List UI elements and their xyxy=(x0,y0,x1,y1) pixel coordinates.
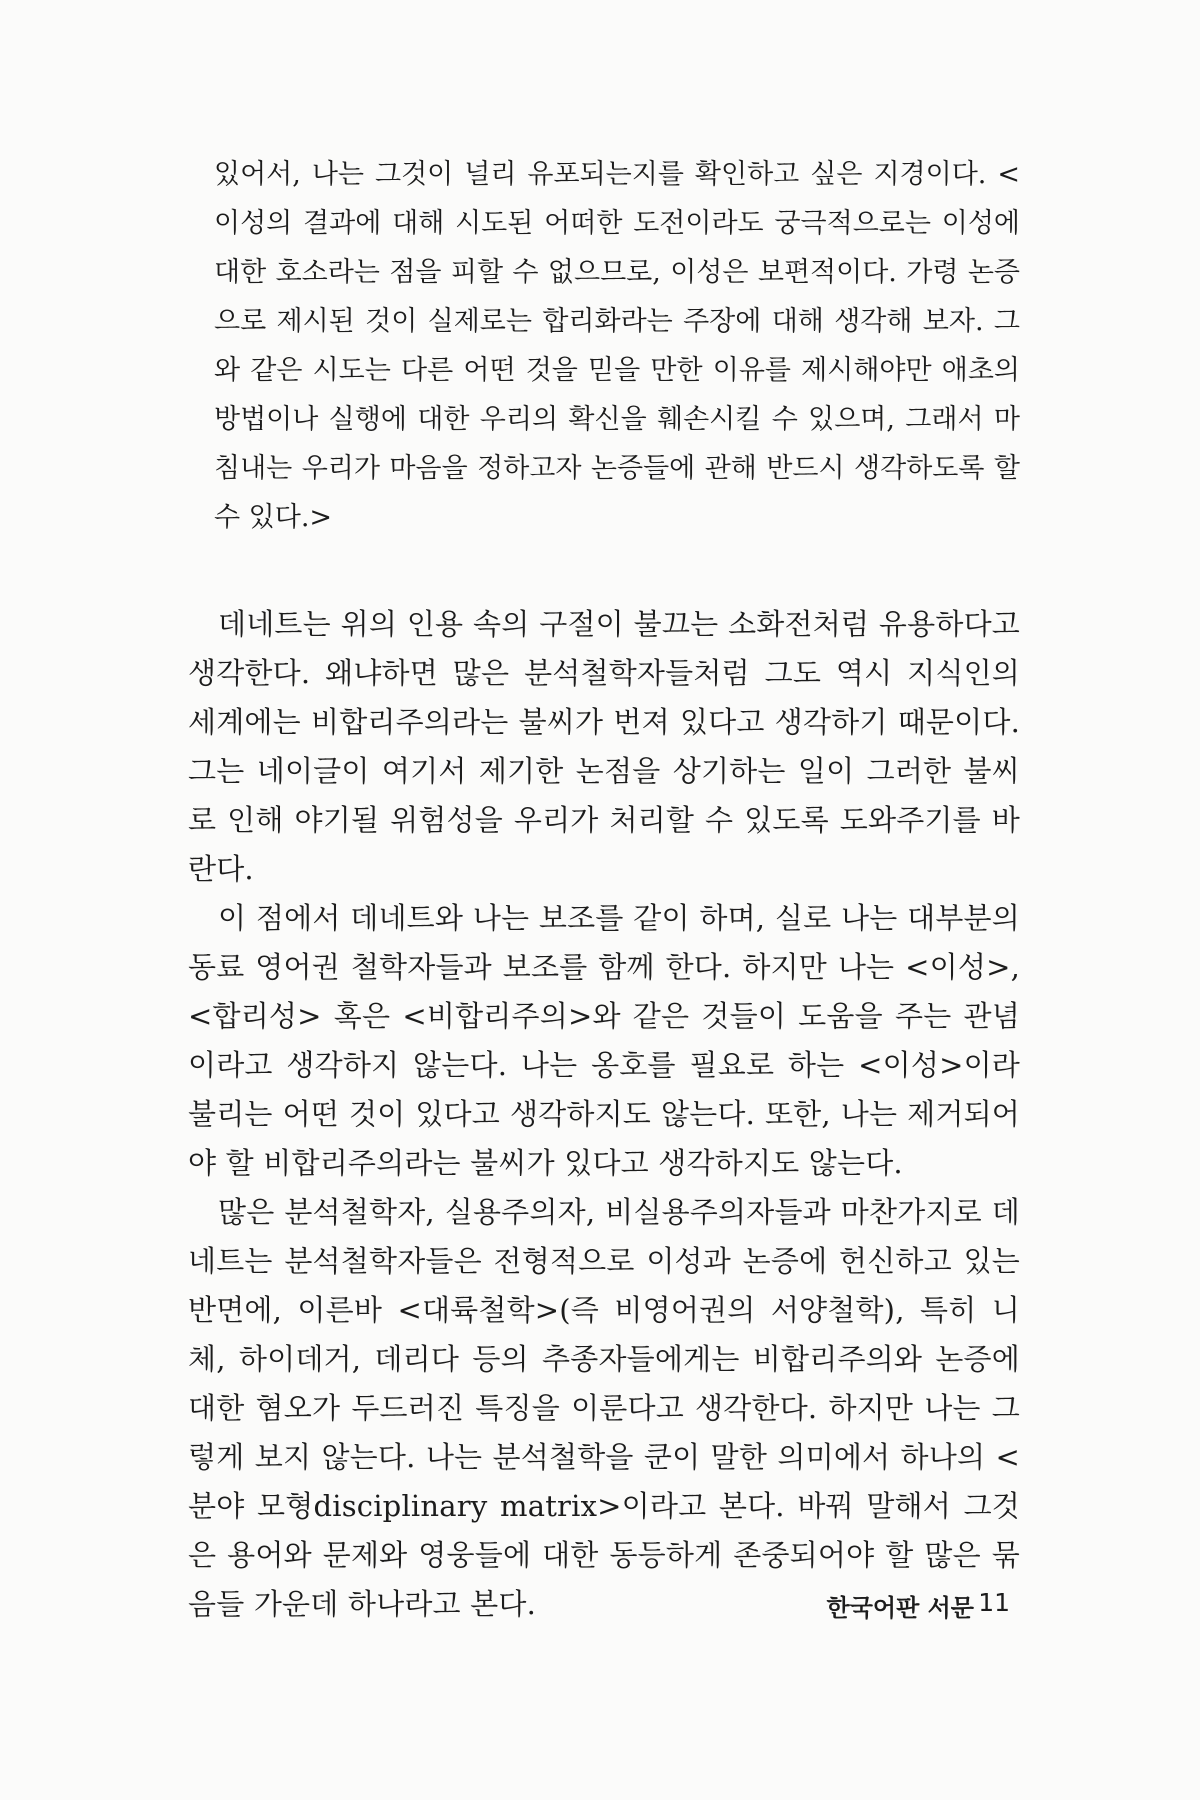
paragraph-1: 데네트는 위의 인용 속의 구절이 불끄는 소화전처럼 유용하다고 생각한다. 왜냐하면 많은 분석철학자들처럼 그도 역시 지식인의 세계에는 비합리주의라는 불씨가 번져 있다고 생각하기 때문이다. 그는 네이글이 여기서 제기한 논점을 상기하는 일이 그러한 불씨로 인해 야기될 위험성을 우리가 처리할 수 있도록 도와주기를 바란다. xyxy=(188,607,1020,886)
page-content xyxy=(188,150,1020,1629)
running-head: 한국어판 서문 xyxy=(826,1594,974,1622)
page-footer xyxy=(0,1588,1200,1628)
paragraph-2: 이 점에서 데네트와 나는 보조를 같이 하며, 실로 나는 대부분의 동료 영어권 철학자들과 보조를 함께 한다. 하지만 나는 <이성>, <합리성> 혹은 <비합리주의>와 같은 것들이 도움을 주는 관념이라고 생각하지 않는다. 나는 옹호를 필요로 하는 <이성>이라 불리는 어떤 것이 있다고 생각하지도 않는다. 또한, 나는 제거되어야 할 비합리주의라는 불씨가 있다고 생각하지도 않는다. xyxy=(188,901,1020,1180)
block-quote xyxy=(188,150,1020,542)
page-number: 11 xyxy=(978,1588,1010,1617)
quote-text: 있어서, 나는 그것이 널리 유포되는지를 확인하고 싶은 지경이다. <이성의 결과에 대해 시도된 어떠한 도전이라도 궁극적으로는 이성에 대한 호소라는 점을 피할 수 없으므로, 이성은 보편적이다. 가령 논증으로 제시된 것이 실제로는 합리화라는 주장에 대해 생각해 보자. 그와 같은 시도는 다른 어떤 것을 믿을 만한 이유를 제시해야만 애초의 방법이나 실행에 대한 우리의 확신을 훼손시킬 수 있으며, 그래서 마침내는 우리가 마음을 정하고자 논증들에 관해 반드시 생각하도록 할 수 있다.> xyxy=(214,159,1020,533)
paragraph-3: 많은 분석철학자, 실용주의자, 비실용주의자들과 마찬가지로 데네트는 분석철학자들은 전형적으로 이성과 논증에 헌신하고 있는 반면에, 이른바 <대륙철학>(즉 비영어권의 서양철학), 특히 니체, 하이데거, 데리다 등의 추종자들에게는 비합리주의와 논증에 대한 혐오가 두드러진 특징을 이룬다고 생각한다. 하지만 나는 그렇게 보지 않는다. 나는 분석철학을 쿤이 말한 의미에서 하나의 <분야 모형disciplinary matrix>이라고 본다. 바꿔 말해서 그것은 용어와 문제와 영웅들에 대한 동등하게 존중되어야 할 많은 묶음들 가운데 하나라고 본다. xyxy=(188,1195,1020,1621)
body-text xyxy=(188,600,1020,1629)
